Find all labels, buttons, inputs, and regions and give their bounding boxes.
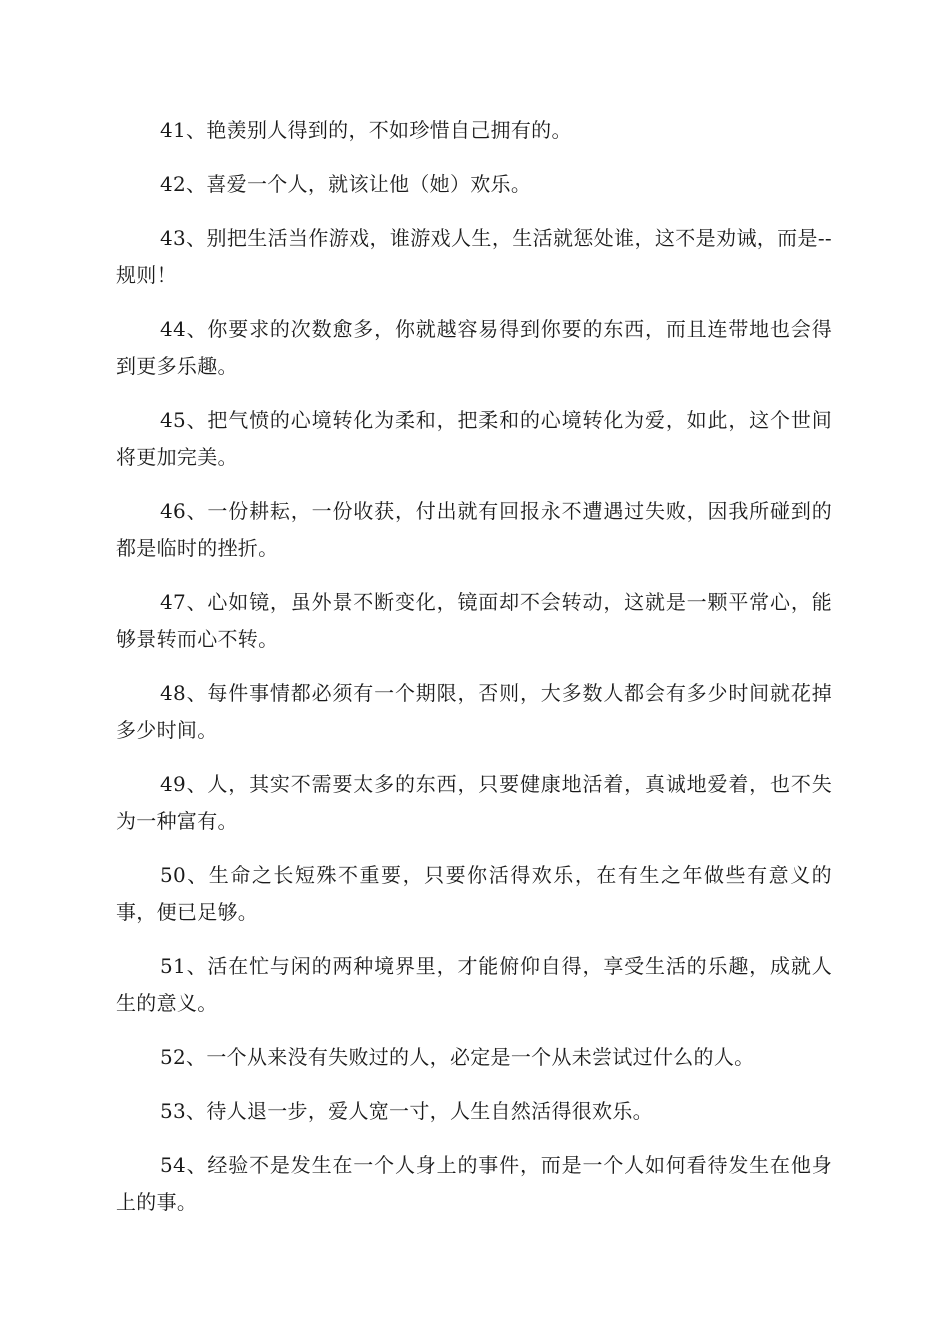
quote-paragraph-48: 48、每件事情都必须有一个期限，否则，大多数人都会有多少时间就花掉多少时间。 <box>116 681 832 742</box>
quote-list <box>116 112 832 1238</box>
quote-paragraph-44: 44、你要求的次数愈多，你就越容易得到你要的东西，而且连带地也会得到更多乐趣。 <box>116 317 832 378</box>
quote-paragraph-42: 42、喜爱一个人，就该让他（她）欢乐。 <box>160 172 532 196</box>
quote-paragraph-46: 46、一份耕耘，一份收获，付出就有回报永不遭遇过失败，因我所碰到的都是临时的挫折。 <box>116 499 832 560</box>
quote-paragraph-49: 49、人，其实不需要太多的东西，只要健康地活着，真诚地爱着，也不失为一种富有。 <box>116 772 832 833</box>
quote-paragraph-47: 47、心如镜，虽外景不断变化，镜面却不会转动，这就是一颗平常心，能够景转而心不转。 <box>116 590 832 651</box>
quote-paragraph-41: 41、艳羡别人得到的，不如珍惜自己拥有的。 <box>160 118 572 142</box>
quote-paragraph-43: 43、别把生活当作游戏，谁游戏人生，生活就惩处谁，这不是劝诫，而是--规则！ <box>116 226 832 287</box>
quote-paragraph-51: 51、活在忙与闲的两种境界里，才能俯仰自得，享受生活的乐趣，成就人生的意义。 <box>116 954 832 1015</box>
quote-paragraph-52: 52、一个从来没有失败过的人，必定是一个从未尝试过什么的人。 <box>160 1045 755 1069</box>
quote-paragraph-50: 50、生命之长短殊不重要，只要你活得欢乐，在有生之年做些有意义的事，便已足够。 <box>116 863 832 924</box>
quote-paragraph-45: 45、把气愤的心境转化为柔和，把柔和的心境转化为爱，如此，这个世间将更加完美。 <box>116 408 832 469</box>
quote-paragraph-54: 54、经验不是发生在一个人身上的事件，而是一个人如何看待发生在他身上的事。 <box>116 1153 832 1214</box>
quote-paragraph-53: 53、待人退一步，爱人宽一寸，人生自然活得很欢乐。 <box>160 1099 653 1123</box>
